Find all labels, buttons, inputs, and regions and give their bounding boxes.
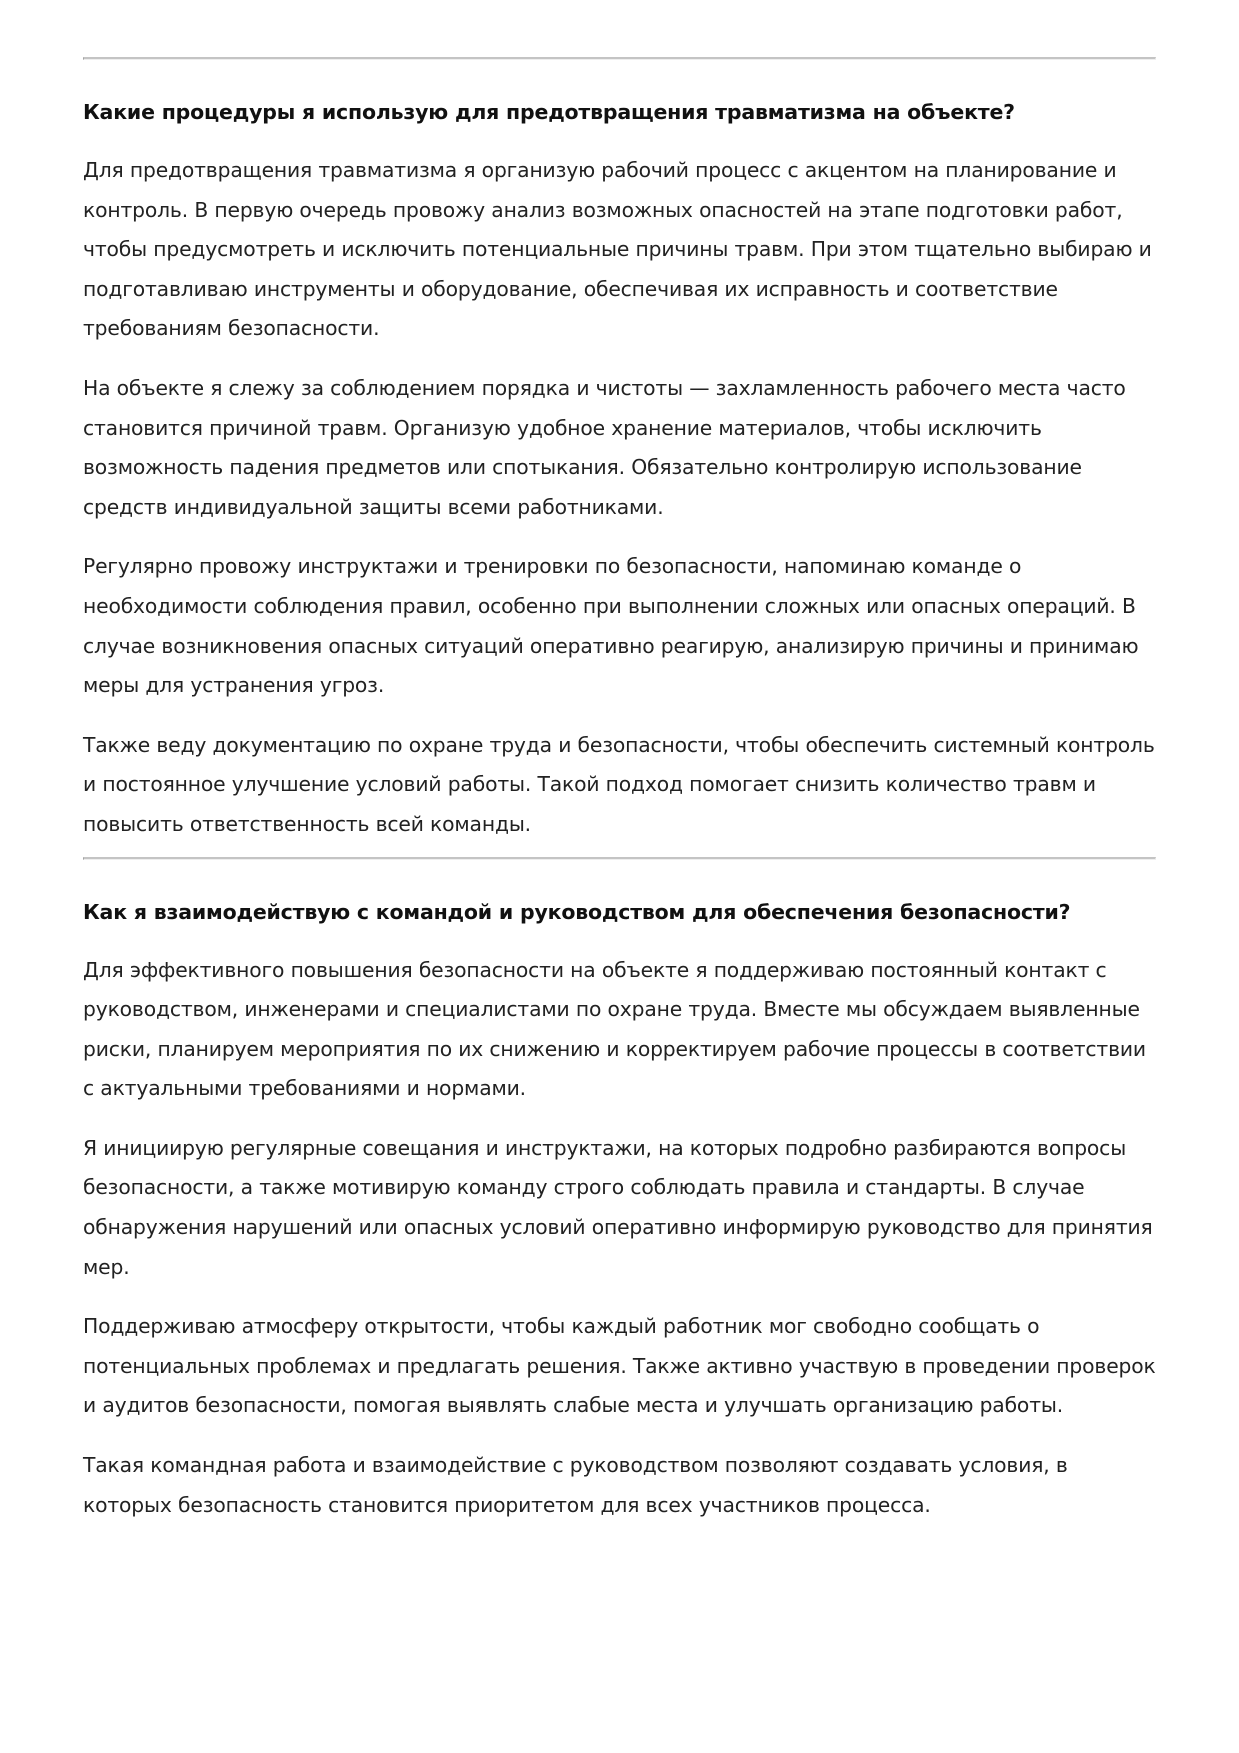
paragraph: Поддерживаю атмосферу открытости, чтобы каждый работник мог свободно сообщать о потенциальных проблемах и предлагать решения. Также активно участвую в проведении проверок и аудитов безопасности, помогая выявлять слабые места и улучшать организацию работы. <box>83 1314 1156 1418</box>
paragraph: Для эффективного повышения безопасности на объекте я поддерживаю постоянный контакт с руководством, инженерами и специалистами по охране труда. Вместе мы обсуждаем выявленные риски, планируем мероприятия по их снижению и корректируем рабочие процессы в соответствии с актуальными требованиями и нормами. <box>83 957 1146 1101</box>
paragraph: Для предотвращения травматизма я организую рабочий процесс с акцентом на планирование и контроль. В первую очередь провожу анализ возможных опасностей на этапе подготовки работ, чтобы предусмотреть и исключить потенциальные причины травм. При этом тщательно выбираю и подготавливаю инструменты и оборудование, обеспечивая их исправность и соответствие требованиям безопасности. <box>83 158 1152 341</box>
paragraph: Также веду документацию по охране труда и безопасности, чтобы обеспечить системный контроль и постоянное улучшение условий работы. Такой подход помогает снизить количество травм и повысить ответственность всей команды. <box>83 732 1155 836</box>
section-team-interaction <box>83 897 1156 1526</box>
section-divider <box>83 857 1156 860</box>
paragraph: Я инициирую регулярные совещания и инструктажи, на которых подробно разбираются вопросы безопасности, а также мотивирую команду строго соблюдать правила и стандарты. В случае обнаружения нарушений или опасных условий оперативно информирую руководство для принятия мер. <box>83 1135 1153 1279</box>
section-injury-prevention <box>83 97 1156 845</box>
paragraph: Такая командная работа и взаимодействие с руководством позволяют создавать условия, в которых безопасность становится приоритетом для всех участников процесса. <box>83 1453 1068 1517</box>
section-title: Какие процедуры я использую для предотвращения травматизма на объекте? <box>83 100 1015 124</box>
document-page <box>83 57 1156 1537</box>
section-title: Как я взаимодействую с командой и руководством для обеспечения безопасности? <box>83 899 1071 924</box>
paragraph: Регулярно провожу инструктажи и тренировки по безопасности, напоминаю команде о необходимости соблюдения правил, особенно при выполнении сложных или опасных операций. В случае возникновения опасных ситуаций оперативно реагирую, анализирую причины и принимаю меры для устранения угроз. <box>83 554 1139 698</box>
paragraph: На объекте я слежу за соблюдением порядка и чистоты — захламленность рабочего места часто становится причиной травм. Организую удобное хранение материалов, чтобы исключить возможность падения предметов или спотыкания. Обязательно контролирую использование средств индивидуальной защиты всеми работниками. <box>83 375 1126 519</box>
section-divider <box>83 57 1156 60</box>
